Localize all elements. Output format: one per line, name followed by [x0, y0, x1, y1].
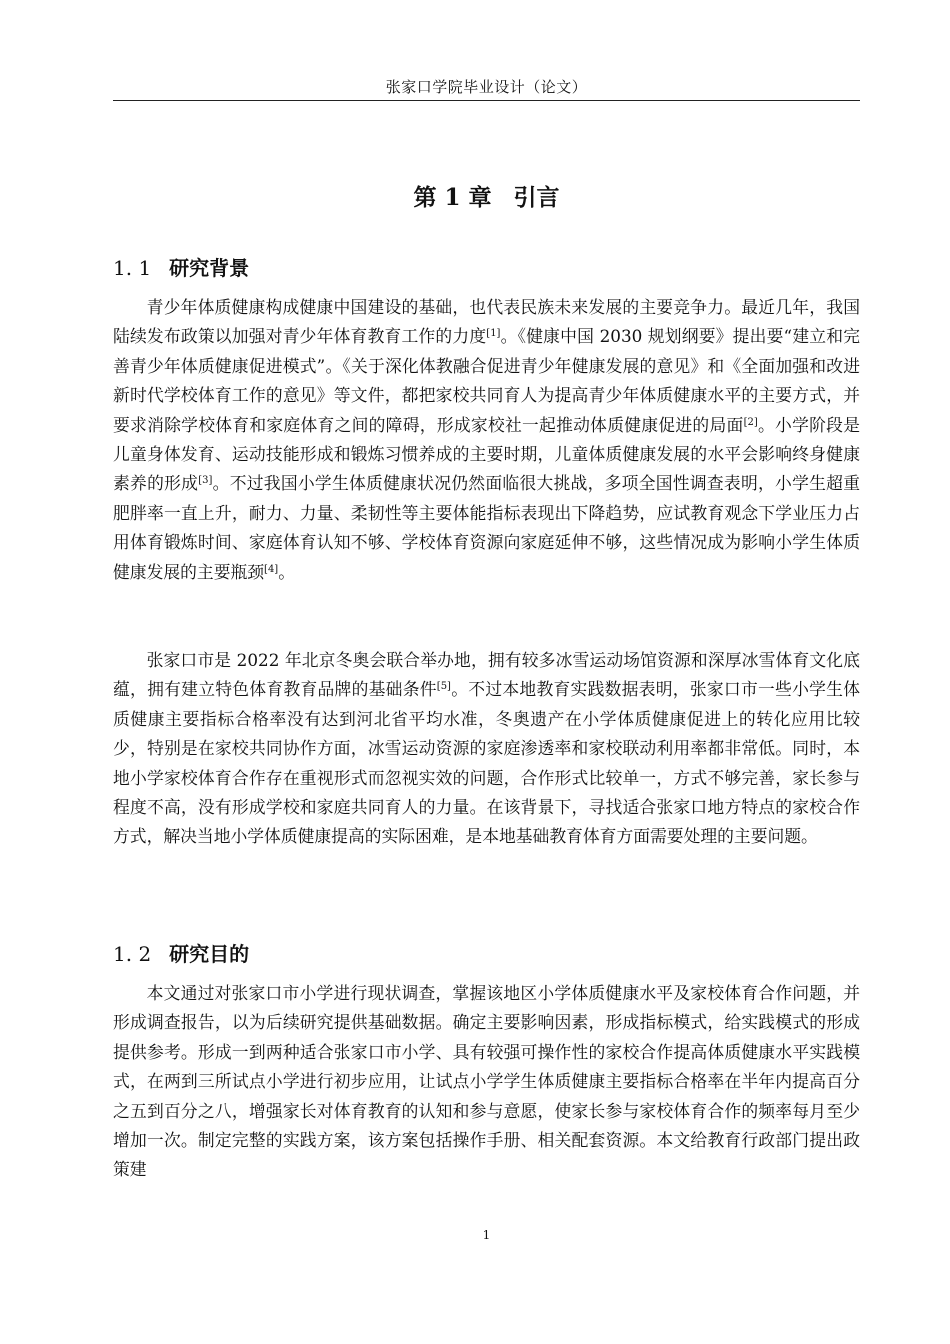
section-heading-1-2 — [113, 938, 249, 967]
body-paragraph — [113, 979, 860, 1185]
section-heading-1-1 — [113, 252, 249, 281]
paragraph-text: 。不过本地教育实践数据表明，张家口市一些小学生体质健康主要指标合格率没有达到河北省平均水准，冬奥遗产在小学体质健康促进上的转化应用比较少，特别是在家校共同协作方面，冰雪运动资源的家庭渗透率和家校联动利用率都非常低。同时，本地小学家校体育合作存在重视形式而忽视实效的问题，合作形式比较单一，方式不够完善，家长参与程度不高，没有形成学校和家庭共同育人的力量。在该背景下，寻找适合张家口地方特点的家校合作方式，解决当地小学体质健康提高的实际困难，是本地基础教育体育方面需要处理的主要问题。 — [113, 679, 860, 847]
page-number: 1 — [482, 1228, 491, 1242]
section-title: 研究背景 — [169, 256, 250, 280]
body-paragraph — [113, 646, 860, 852]
paragraph-text: 青少年体质健康构成健康中国建设的基础，也代表民族未来发展的主要竞争力。最近几年，我国陆续发布政策以加强对青少年体育教育工作的力度 — [113, 297, 860, 347]
chapter-label: 第 1 章 — [413, 184, 492, 211]
section-number: 1. 2 — [113, 942, 152, 966]
citation-marker: [1] — [486, 328, 501, 340]
header-divider — [113, 100, 860, 101]
section-title: 研究目的 — [169, 942, 250, 966]
paragraph-text: 张家口市是 2022 年北京冬奥会联合举办地，拥有较多冰雪运动场馆资源和深厚冰雪体育文化底蕴，拥有建立特色体育教育品牌的基础条件 — [113, 650, 860, 700]
paragraph-text: 。小学阶段是儿童身体发育、运动技能形成和锻炼习惯养成的主要时期，儿童体质健康发展的水平会影响终身健康素养的形成 — [113, 414, 860, 494]
citation-marker: [5] — [436, 681, 451, 693]
citation-marker: [4] — [264, 563, 279, 575]
section-number: 1. 1 — [113, 256, 152, 280]
running-header: 张家口学院毕业设计（论文） — [385, 78, 588, 96]
paragraph-text: 。不过我国小学生体质健康状况仍然面临很大挑战，多项全国性调查表明，小学生超重肥胖率一直上升，耐力、力量、柔韧性等主要体能指标表现出下降趋势，应试教育观念下学业压力占用体育锻炼时间、家庭体育认知不够、学校体育资源向家庭延伸不够，这些情况成为影响小学生体质健康发展的主要瓶颈 — [113, 473, 860, 582]
paragraph-text: 。《健康中国 2030 规划纲要》提出要“建立和完善青少年体质健康促进模式”。《关于深化体教融合促进青少年健康发展的意见》和《全面加强和改进新时代学校体育工作的意见》等文件，都把家校共同育人为提高青少年体质健康水平的主要方式，并要求消除学校体育和家庭体育之间的障碍，形成家校社一起推动体质健康促进的局面 — [113, 326, 860, 435]
citation-marker: [2] — [743, 416, 758, 428]
body-paragraph — [113, 293, 860, 587]
citation-marker: [3] — [198, 475, 213, 487]
paragraph-text: 本文通过对张家口市小学进行现状调查，掌握该地区小学体质健康水平及家校体育合作问题，并形成调查报告，以为后续研究提供基础数据。确定主要影响因素，形成指标模式，给实践模式的形成提供参考。形成一到两种适合张家口市小学、具有较强可操作性的家校合作提高体质健康水平实践模式，在两到三所试点小学进行初步应用，让试点小学学生体质健康主要指标合格率在半年内提高百分之五到百分之八，增强家长对体育教育的认知和参与意愿，使家长参与家校体育合作的频率每月至少增加一次。制定完整的实践方案，该方案包括操作手册、相关配套资源。本文给教育行政部门提出政策建 — [113, 983, 860, 1180]
chapter-title — [113, 179, 860, 212]
chapter-name: 引言 — [513, 184, 560, 211]
paragraph-text: 。 — [278, 561, 296, 582]
